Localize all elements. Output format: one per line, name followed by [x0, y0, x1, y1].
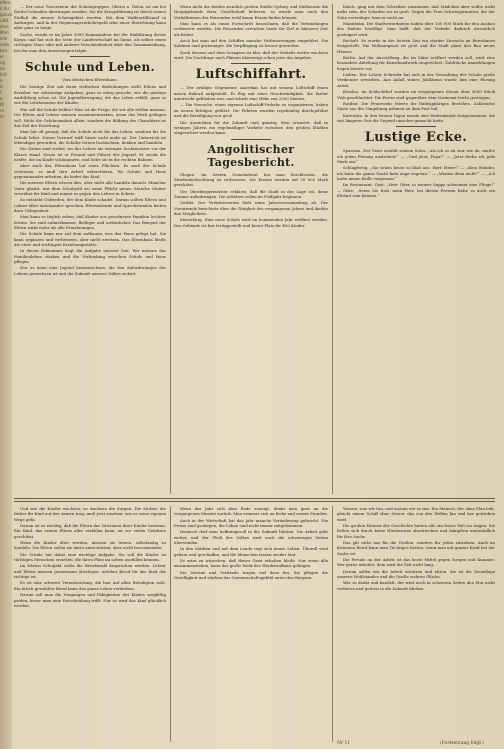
gutter-fragment: e — [0, 96, 3, 101]
col1-body — [14, 84, 166, 276]
gutter-fragment: er — [0, 114, 5, 119]
paragraph: Aber auch das Elternhaus hat seine Pflichten. Es muß der Schule vertrauen, es muß ihre Arbeit unterstützen. Wo Schule und Haus gegeneinander arbeiten, da leidet das Kind. — [14, 163, 166, 179]
col1-intro — [14, 4, 166, 53]
paragraph: — Die Versuche, einen eigenen Luftschiff-Verkehr zu organisieren, haben zu neuen Erfolgen geführt. Die Fahrten wurden regelmäßig durchgeführt und die Beteiligung war groß. — [174, 102, 328, 119]
paragraph: Der Oberbürgermeister erklärte, daß die Stadt in der Lage sei, diese Summe aufzubringen. Die Arbeiten sollen im Frühjahr beginnen. — [174, 188, 328, 199]
gutter-fragment: ganze — [0, 12, 12, 17]
paragraph: Breslau. Im Schlachthof wurden im vergangenen Monat über 3000 Stück Vieh geschlachtet. Die Preise sind gegenüber dem Vormonat leicht gestiegen. — [337, 89, 495, 100]
paragraph: Darum soll man die Neigungen und Fähigkeiten des Kindes sorgfältig prüfen, bevor man eine Entscheidung trifft. Nur so wird das Kind glücklich werden. — [14, 592, 166, 608]
paragraph: falsch, ging mit dem Schreiber zusammen, daß Mädchen aber wollte nicht mehr sein, der Schaden sei zu groß. Gegen die Frau Schwiegermutter, die der Sohn verteidigte, kam er nicht an. — [337, 4, 495, 20]
paragraph: — Der erfolgte Gegensturz Amerikas hat mit seinem Luftschiff einen neuen Rekord aufgestellt. Er flog mit einer Geschwindigkeit, die bisher unerreicht geblieben war, und erhielt eine Höhe von 2000 Metern. — [174, 85, 328, 102]
gutter-fragment: d — [0, 84, 3, 89]
paragraph: Man hat oft gesagt, daß die Schule nicht für das Leben, sondern für die Schule lehre. Dieser Vorwurf trifft heute nicht mehr zu. Der Unterricht ist lebendiger geworden, die Schüler lernen beobachten, denken und handeln. — [14, 129, 166, 145]
paragraph: Darum ist es wichtig, daß die Eltern das Vertrauen ihrer Kinder besitzen. Ein Kind, das seinen Eltern alles erzählen kann, ist vor vielen Gefahren geschützt. — [14, 523, 166, 539]
section-divider — [14, 501, 495, 502]
paragraph: Die Zeiten sind vorbei, wo der Lehrer als strenger Zuchtmeister vor der Klasse stand. Heute ist er Freund und Führer der Jugend. Er weckt die Kräfte, die im Kinde schlummern, und leitet sie in die rechten Bahnen. — [14, 146, 166, 162]
paragraph: Nach diesem und dem Gesagten ist klar, daß der Verkehr weiter wachsen wird. Die Nachfrage nach Plätzen übersteigt schon jetzt das Angebot. — [174, 49, 328, 61]
heading-schule-und-leben: Schule und Leben. — [25, 60, 155, 75]
paragraph: Merseburg. Eine neue Schule wird im kommenden Jahr eröffnet werden. Das Gebäude ist fast fertiggestellt und bietet Platz für 400 Kinder. — [174, 217, 328, 228]
gutter-fragment: t — [0, 90, 2, 95]
lower-column-2 — [174, 506, 328, 742]
paragraph: In dieser Erkenntnis liegt die Aufgabe unserer Zeit. Wir müssen das Familienleben stärken und die Verbindung zwischen Schule und Haus pflegen. — [14, 248, 166, 265]
paragraph: In den Städten und auf dem Lande regt sich neues Leben. Überall wird gebaut und geschaffen, und die Menschen fassen wieder Mut. — [174, 546, 328, 557]
gutter-fragment: ßt — [0, 102, 5, 107]
heading-luftschiffahrt: Luftschiffahrt. — [195, 67, 307, 83]
paragraph: Lieben. Der Lehrer Schröder hat sich in der Verwaltung der Schule große Verdienste erworben. Aus Anlaß seines Jubiläums wurde ihm eine Ehrung zuteil. — [337, 72, 495, 88]
paragraph: Auch in der Wirtschaft hat das Jahr manche Veränderung gebracht. Die Preise sind gestiegen, die Löhne sind nicht immer mitgekommen. — [174, 517, 328, 529]
paragraph: Wenn nicht die beiden ziemlich großen Städte Sydney und Melbourne die Hauptgebäude ihrer Gesellschaft lieferten, so würde man nach den Verhältnissen der Reisenden wohl kaum Ersatz finden können. — [174, 4, 328, 20]
gutter-fragment: aften — [0, 0, 11, 5]
paragraph: So entsteht Unfrieden, der dem Kinde schadet. Darum sollten Eltern und Lehrer öfter miteinander sprechen. Elternabende und Sprechstunden bieten dazu Gelegenheit. — [14, 197, 166, 213]
column-rule — [332, 506, 333, 742]
paragraph: Die großen Männer der Geschichte hatten alle ein festes Ziel vor Augen. Sie ließen sich durch keine Hindernisse abschrecken und kämpften unermüdlich für ihre Sache. — [337, 523, 495, 539]
col2-body-low — [174, 172, 328, 228]
paragraph: Das gilt nicht nur für die Großen, sondern für jeden einzelnen. Auch im kleinsten Beruf kann man Tüchtiges leisten, wenn man mit ganzer Kraft bei der Sache ist. — [337, 540, 495, 556]
paragraph: Dennoch darf man hoffnungsvoll in die Zukunft blicken. Die Arbeit geht weiter, und der Fleiß des Volkes wird auch die schwierigen Zeiten überwinden. — [174, 529, 328, 546]
paragraph: Wer so denkt und handelt, der wird auch in schweren Zeiten den Mut nicht verlieren und getrost in die Zukunft blicken. — [337, 580, 495, 591]
paragraph: Die Freude an der Arbeit ist das beste Mittel gegen Sorgen und Kummer. Wer gerne arbeitet, dem wird die Zeit nicht lang. — [337, 557, 495, 568]
col2-body-mid — [174, 85, 328, 135]
section-divider — [14, 498, 495, 499]
paragraph: Im Restaurant. Gast: „Herr Ober, in meiner Suppe schwimmt eine Fliege!“ — Ober: „Seien Sie froh, mein Herr, bei diesen Preisen hätte es auch ein Elefant sein können.“ — [337, 182, 495, 198]
paragraph: Darum sollen wir die Arbeit schätzen und ehren. Sie ist die Grundlage unseres Wohlstandes und die Quelle wahren Glücks. — [337, 568, 495, 580]
paragraph: Görlitz. Der Verkehrsverein hielt seine Jahresversammlung ab. Der Vorsitzende berichtete über die Tätigkeit des vergangenen Jahres und dankte den Mitgliedern. — [174, 200, 328, 216]
paragraph: Nur so kann eine Jugend heranwachsen, die den Anforderungen des Lebens gewachsen ist und die Zukunft unseres Volkes sichert. — [14, 265, 166, 276]
paragraph: Bocholt. Es wurde in der letzten Zeit ein starker Zuwachs an Bewohnern festgestellt. Die Wohnungsnot ist groß und die Stadt plant den Bau neuer Häuser. — [337, 38, 495, 54]
paragraph: Wenn das Jahr sich dem Ende zuneigt, denkt man gern an die vergangenen Monate zurück. Man erinnert sich an frohe und ernste Stunden. — [174, 506, 328, 517]
paragraph: Es wäre zu wünschen, daß dieser Geist erhalten bleibt. Nur wenn alle zusammenstehen, kann das große Werk des Wiederaufbaus gelingen. — [174, 558, 328, 569]
subheading: Vom deutschen Elternhaus. — [62, 77, 118, 83]
paragraph: Die Schule kann nur auf dem aufbauen, was das Haus gelegt hat. Sie kann ergänzen und verbessern, aber nicht ersetzen. Das Elternhaus bleibt die erste und wichtigste Erziehungsstätte. — [14, 231, 166, 248]
paragraph: Sache, wurde er im Jahre 1909 Kommandeur bei der Einführung dieser Korps, und hat sich die Seite der Landwirtschaft im Sinne, als selber einen richtigen Sturz oder mit anderer Verschiedenheit über den Zusammenhang, bei der man den Anweisungen folgte. — [14, 31, 166, 53]
paragraph: Wie soll die Schule helfen? Hier ist die Frage, die wir alle stellen müssen. Die Eltern und Lehrer müssen zusammenwirken, wenn das Werk gelingen soll. Nicht die Gelehrsamkeit allein, sondern die Bildung des Charakters ist das Ziel der Erziehung. — [14, 106, 166, 128]
gutter-fragment: ken — [0, 48, 8, 53]
paragraph: Wenn die Kinder älter werden, müssen sie lernen, selbständig zu handeln. Die Eltern sollen sie darin unterstützen, aber nicht bevormunden. — [14, 540, 166, 551]
continuation-note: (Fortsetzung folgt.) — [440, 741, 485, 746]
paragraph: Sparsam. Der Vater erzählt seinem Sohn: „Als ich so alt war wie du, mußte ich jeden Pfennig umdrehen!“ — „Und jetzt, Papa?“ — „Jetzt drehe ich jede Mark um!“ — [337, 148, 495, 164]
gutter-fragment: Mari — [0, 30, 9, 35]
gutter-fragment: ag — [0, 60, 5, 65]
paragraph: Berlin. Auf der Ausstellung, die im März eröffnet werden soll, wird eine besondere Abteilung für Kunsthandwerk eingerichtet. Zahlreiche Anmeldungen liegen bereits vor. — [337, 55, 495, 71]
paragraph: Auch hat man auf den Schiffen manche Verbesserungen eingeführt. Die Kabinen sind geräumiger, die Verpflegung ist besser geworden. — [174, 38, 328, 49]
column-3 — [337, 4, 495, 494]
gutter-fragment: er — [0, 54, 5, 59]
paragraph: Wissen, was wir tun, und warum wir es tun. Ein Mensch, der ohne Plan lebt, gleicht einem Schiff ohne Steuer, das von den Wellen hin und her getrieben wird. — [337, 506, 495, 522]
paragraph: Schlagfertig. „Sie sehen heute so blaß aus, Herr Meier!“ — „Kein Wunder, ich habe die ganze Nacht kein Auge zugetan.“ — „Warum denn nicht?“ — „Ich hatte meine Brille vergessen.“ — [337, 165, 495, 181]
column-1 — [14, 4, 166, 494]
lower-column-1 — [14, 506, 166, 742]
gutter-fragment: rn — [0, 108, 5, 113]
lower-column-3 — [337, 506, 495, 742]
col2-body-top — [174, 4, 328, 60]
separator — [231, 139, 271, 140]
separator — [231, 63, 271, 64]
paragraph: Kattowitz. In den letzten Tagen wurde eine Diebesbande festgenommen, die seit längerer Zeit die Gegend unsicher gemacht hatte. — [337, 112, 495, 123]
paragraph: Glogau. Im letzten Gemeinderat hat man beschlossen, die Straßenbeleuchtung zu verbessern. Die Kosten werden auf 30 000 Mark geschätzt. — [174, 171, 328, 188]
paragraph: Im letzten Schuljahr sollte die Berufswahl besprochen werden. Lehrer und Eltern müssen gemeinsam überlegen, welcher Beruf für das Kind der richtige ist. — [14, 563, 166, 580]
gutter-fragment: lehr — [0, 36, 8, 41]
column-rule — [170, 4, 171, 494]
separator — [396, 126, 436, 127]
gutter-fragment: eine — [0, 24, 9, 29]
binding-gutter — [0, 0, 12, 749]
paragraph: — Der neue Gouverneur der Schutzgruppen, Oberst a. Delon, ist am bei Bordo-Coilanden übertragen worden. Sei die Kriegsführung ist durch seinen Einfluß die neuere Schutzgebiet worden. Mit dem Waffenstillstand in Auftragen, und in der Regierungsverkehrsgeld oder einer Einrichtung kann aber ganz so lange. — [14, 4, 166, 31]
paragraph: Und wie die Kinder wachsen, so wachsen die Sorgen. Die Mutter, die früher ihr Kind auf den Armen trug, muß jetzt zusehen, wie es seine eigenen Wege geht. — [14, 506, 166, 522]
col3-body-top — [337, 4, 495, 123]
column-rule — [170, 506, 171, 742]
gutter-fragment: n Bu — [0, 6, 10, 11]
paragraph: Die heutige Zeit mit ihren vielfachen Bedrohungen stellt Eltern und Erzieher vor schwierige Aufgaben, ganz so eifrig gesucht, wie die geistige Ausbildung schon ist. Die Jugendbewegung, die das Leben erfüllt, ganz so wie die Lehrbeamten der Kinder. — [14, 84, 166, 106]
paragraph: Man kann es als einen Fortschritt bezeichnen, daß die Verbindungen verbessert wurden. Die Reisenden erreichen heute ihr Ziel in kürzerer Zeit als früher. — [174, 21, 328, 37]
paragraph: Die Schule hat dabei eine wichtige Aufgabe. Sie soll die Kinder zu tüchtigen Menschen erziehen, die ihren Platz im Leben ausfüllen können. — [14, 551, 166, 563]
gutter-fragment: en — [0, 66, 5, 71]
paragraph: Mannheim. Die Stadtverordneten haben über 100 000 Mark für den Ausbau des Hafens bewilligt. Man hofft, daß der Verkehr dadurch wesentlich gesteigert wird. — [337, 21, 495, 37]
separator — [70, 56, 110, 57]
heading-tagesbericht: Angolitischer Tagesbericht. — [207, 142, 295, 169]
page-number: Nr 11 — [337, 741, 351, 746]
gutter-fragment: n — [0, 78, 3, 83]
paragraph: Die Vereine und Verbände tragen viel dazu bei. Sie pflegen die Geselligkeit und stärken das Gemeinschaftsgefühl unter den Bürgern. — [174, 569, 328, 581]
column-rule — [332, 4, 333, 494]
paragraph: Es ist eine schwere Verantwortung, die hier auf allen Beteiligten ruht. Ein falsch gewählter Beruf kann das ganze Leben verderben. — [14, 580, 166, 591]
paragraph: Ratibor. Die Feuerwehr feierte ihr fünfzigjähriges Bestehen. Zahlreiche Gäste aus der Umgebung nahmen an dem Fest teil. — [337, 100, 495, 112]
gutter-fragment: rüßt — [0, 18, 9, 23]
paragraph: Die Aussichten für die Zukunft sind günstig. Man erwartet, daß in wenigen Jahren ein regelmäßiger Verkehr zwischen den großen Städten eingerichtet werden kann. — [174, 119, 328, 136]
column-2 — [174, 4, 328, 494]
gutter-fragment: emb — [0, 42, 9, 47]
col3-jokes — [337, 148, 495, 198]
paragraph: Man kann es täglich sehen, daß Kinder aus geordneten Familien leichter lernen. Sie sind aufmerksamer, fleißiger und ordentlicher. Das Beispiel der Eltern wirkt mehr als alle Ermahnungen. — [14, 214, 166, 231]
gutter-fragment: lich — [0, 72, 7, 77]
paragraph: Die meisten Eltern wissen dies, aber nicht alle handeln danach. Mancher Vater glaubt, mit dem Schulgeld sei seine Pflicht getan. Manche Mutter verwöhnt ihr Kind und nimmt es gegen den Lehrer in Schutz. — [14, 180, 166, 196]
heading-lustige-ecke: Lustige Ecke. — [364, 130, 468, 146]
